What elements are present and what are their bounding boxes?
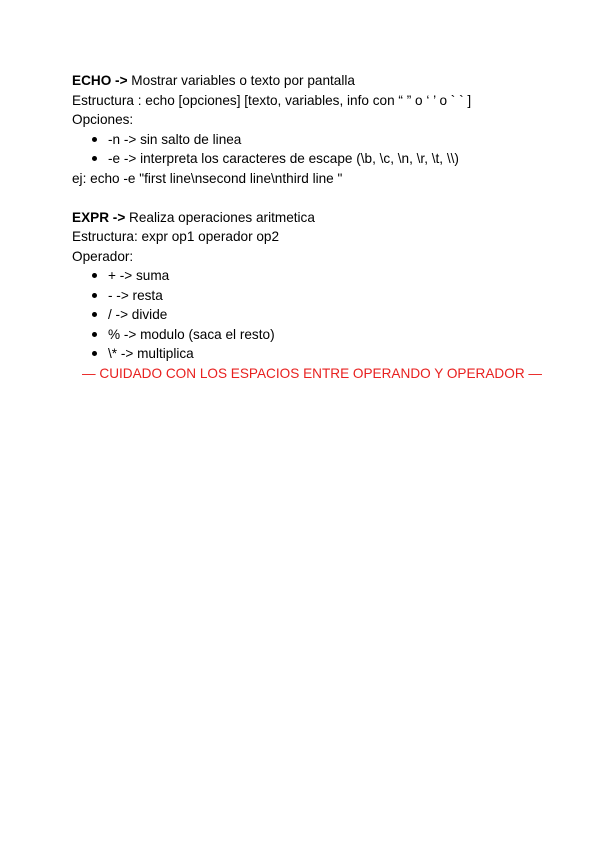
list-item xyxy=(72,305,532,325)
bullet-icon xyxy=(92,332,97,337)
bullet-icon xyxy=(92,137,97,142)
bullet-icon xyxy=(92,351,97,356)
echo-example: ej: echo -e "first line\nsecond line\nthird line " xyxy=(72,170,343,186)
expr-heading-command: EXPR -> xyxy=(72,209,126,225)
list-item xyxy=(72,325,532,345)
list-item-text: -n -> sin salto de linea xyxy=(108,131,242,147)
expr-operator-label: Operador: xyxy=(72,248,134,264)
list-item-text: -e -> interpreta los caracteres de escape (\b, \c, \n, \r, \t, \\) xyxy=(108,151,459,166)
section-spacer xyxy=(72,188,532,208)
bullet-icon xyxy=(92,156,97,161)
bullet-icon xyxy=(92,273,97,278)
list-item-text: \* -> multiplica xyxy=(108,346,194,361)
list-item xyxy=(72,130,532,150)
echo-options-list xyxy=(72,130,532,169)
echo-heading-command: ECHO -> xyxy=(72,73,128,88)
list-item-text: % -> modulo (saca el resto) xyxy=(108,326,275,342)
expr-structure: Estructura: expr op1 operador op2 xyxy=(72,229,280,244)
list-item-text: / -> divide xyxy=(108,307,168,322)
list-item-text: - -> resta xyxy=(108,287,163,303)
echo-heading xyxy=(72,71,532,91)
expr-heading xyxy=(72,208,532,228)
bullet-icon xyxy=(92,293,97,298)
expr-heading-description: Realiza operaciones aritmetica xyxy=(125,209,315,225)
list-item-text: + -> suma xyxy=(108,268,170,283)
echo-heading-description: Mostrar variables o texto por pantalla xyxy=(127,73,355,88)
list-item xyxy=(72,149,532,169)
spacing-warning: — CUIDADO CON LOS ESPACIOS ENTRE OPERANDO Y OPERADOR — xyxy=(82,365,543,381)
document-content xyxy=(72,71,543,383)
echo-options-label: Opciones: xyxy=(72,112,134,127)
list-item xyxy=(72,286,532,306)
list-item xyxy=(72,266,532,286)
echo-structure: Estructura : echo [opciones] [texto, variables, info con “ ” o ‘ ’ o ` ` ] xyxy=(72,92,472,108)
expr-operators-list xyxy=(72,266,532,364)
bullet-icon xyxy=(92,312,97,317)
list-item xyxy=(72,344,532,364)
